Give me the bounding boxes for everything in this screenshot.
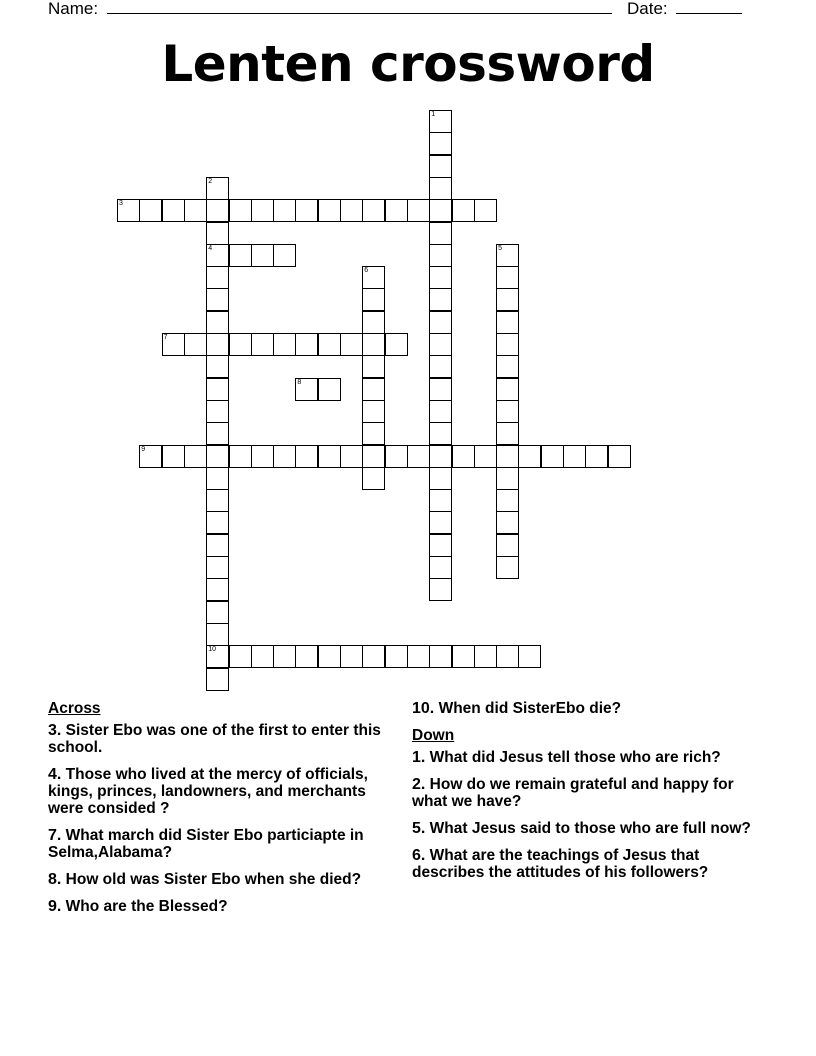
grid-cell[interactable] [429,132,452,155]
grid-cell[interactable] [229,199,252,222]
grid-cell[interactable] [206,288,229,311]
grid-cell[interactable] [206,244,229,267]
grid-cell[interactable] [429,578,452,601]
date-label: Date: [627,0,668,18]
grid-cell[interactable] [117,199,140,222]
grid-cell[interactable] [362,645,385,668]
grid-cell[interactable] [295,378,318,401]
grid-cell[interactable] [474,645,497,668]
grid-cell[interactable] [407,199,430,222]
grid-cell[interactable] [362,333,385,356]
grid-cell[interactable] [474,199,497,222]
name-label: Name: [48,0,99,18]
clue-across-10: 10. When did SisterEbo die? [412,700,622,717]
clue-across-7: 7. What march did Sister Ebo particiapte in Selma,Alabama? [48,827,364,861]
grid-cell[interactable] [206,422,229,445]
grid-cell[interactable] [429,244,452,267]
grid-cell[interactable] [206,355,229,378]
grid-cell[interactable] [206,578,229,601]
clue-number: 9 [141,445,146,453]
grid-cell[interactable] [295,445,318,468]
grid-cell[interactable] [429,199,452,222]
grid-cell[interactable] [206,534,229,557]
grid-cell[interactable] [429,378,452,401]
grid-cell[interactable] [429,311,452,334]
grid-cell[interactable] [229,244,252,267]
grid-cell[interactable] [585,445,608,468]
grid-cell[interactable] [518,645,541,668]
clue-number: 6 [364,267,369,275]
grid-cell[interactable] [206,445,229,468]
grid-cell[interactable] [318,378,341,401]
grid-cell[interactable] [362,266,385,289]
grid-cell[interactable] [429,467,452,490]
grid-cell[interactable] [496,422,519,445]
grid-cell[interactable] [139,445,162,468]
grid-cell[interactable] [429,177,452,200]
grid-cell[interactable] [385,199,408,222]
grid-cell[interactable] [273,199,296,222]
grid-cell[interactable] [206,623,229,646]
grid-cell[interactable] [318,333,341,356]
grid-cell[interactable] [496,489,519,512]
grid-cell[interactable] [518,445,541,468]
grid-cell[interactable] [206,222,229,245]
grid-cell[interactable] [496,400,519,423]
grid-cell[interactable] [162,333,185,356]
grid-cell[interactable] [229,645,252,668]
grid-cell[interactable] [407,445,430,468]
clue-number: 5 [498,244,502,252]
grid-cell[interactable] [496,333,519,356]
grid-cell[interactable] [206,489,229,512]
grid-cell[interactable] [474,445,497,468]
grid-cell[interactable] [184,199,207,222]
page-title: Lenten crossword [161,35,655,93]
grid-cell[interactable] [273,244,296,267]
grid-cell[interactable] [206,467,229,490]
grid-cell[interactable] [251,333,274,356]
grid-cell[interactable] [362,467,385,490]
clue-down-1: 1. What did Jesus tell those who are rich? [412,749,721,766]
grid-cell[interactable] [362,311,385,334]
grid-cell[interactable] [362,378,385,401]
grid-cell[interactable] [206,311,229,334]
grid-cell[interactable] [496,556,519,579]
grid-cell[interactable] [496,511,519,534]
grid-cell[interactable] [496,266,519,289]
clue-number: 3 [119,200,123,208]
clue-number: 7 [163,334,168,341]
grid-cell[interactable] [362,400,385,423]
grid-cell[interactable] [251,244,274,267]
grid-cell[interactable] [429,445,452,468]
grid-cell[interactable] [162,445,185,468]
grid-cell[interactable] [206,668,229,691]
grid-cell[interactable] [541,445,564,468]
grid-cell[interactable] [229,333,252,356]
grid-cell[interactable] [251,199,274,222]
grid-cell[interactable] [429,355,452,378]
grid-cell[interactable] [429,489,452,512]
grid-cell[interactable] [273,333,296,356]
clue-number: 2 [208,177,213,185]
grid-cell[interactable] [362,422,385,445]
clue-number: 4 [208,244,213,252]
grid-cell[interactable] [385,445,408,468]
clue-down-2: 2. How do we remain grateful and happy for what we have? [412,776,734,810]
grid-cell[interactable] [496,534,519,557]
grid-cell[interactable] [563,445,586,468]
grid-cell[interactable] [362,288,385,311]
grid-cell[interactable] [452,645,475,668]
grid-cell[interactable] [340,445,363,468]
grid-cell[interactable] [251,645,274,668]
grid-cell[interactable] [206,645,229,668]
clue-across-4: 4. Those who lived at the mercy of officials, kings, princes, landowners, and merchants were consided ? [48,766,368,817]
grid-cell[interactable] [229,445,252,468]
grid-cell[interactable] [429,422,452,445]
grid-cell[interactable] [184,445,207,468]
grid-cell[interactable] [429,266,452,289]
grid-cell[interactable] [295,645,318,668]
grid-cell[interactable] [162,199,185,222]
grid-cell[interactable] [496,244,519,267]
clue-down-6: 6. What are the teachings of Jesus that describes the attitudes of his followers? [412,847,709,881]
grid-cell[interactable] [496,288,519,311]
grid-cell[interactable] [429,511,452,534]
grid-cell[interactable] [362,199,385,222]
grid-cell[interactable] [452,445,475,468]
grid-cell[interactable] [206,556,229,579]
clue-across-3: 3. Sister Ebo was one of the first to enter this school. [48,722,381,756]
clue-number: 10 [208,646,216,654]
grid-cell[interactable] [273,645,296,668]
grid-cell[interactable] [452,199,475,222]
grid-cell[interactable] [429,645,452,668]
grid-cell[interactable] [496,645,519,668]
clues-right-column [412,700,762,891]
clue-number: 1 [431,111,436,118]
grid-cell[interactable] [206,199,229,222]
grid-cell[interactable] [273,445,296,468]
grid-cell[interactable] [496,355,519,378]
grid-cell[interactable] [407,645,430,668]
clue-across-8: 8. How old was Sister Ebo when she died? [48,871,362,888]
grid-cell[interactable] [429,110,452,133]
across-heading: Across [48,700,101,717]
grid-cell[interactable] [139,199,162,222]
grid-cell[interactable] [295,199,318,222]
grid-cell[interactable] [429,534,452,557]
grid-cell[interactable] [318,199,341,222]
grid-cell[interactable] [206,511,229,534]
grid-cell[interactable] [318,445,341,468]
grid-cell[interactable] [362,355,385,378]
grid-cell[interactable] [496,467,519,490]
grid-cell[interactable] [429,222,452,245]
grid-cell[interactable] [385,645,408,668]
clue-number: 8 [297,378,302,386]
grid-cell[interactable] [429,556,452,579]
clue-across-9: 9. Who are the Blessed? [48,898,228,915]
grid-cell[interactable] [184,333,207,356]
grid-cell[interactable] [429,333,452,356]
grid-cell[interactable] [340,333,363,356]
down-heading: Down [412,727,455,744]
grid-cell[interactable] [496,378,519,401]
grid-cell[interactable] [206,266,229,289]
grid-cell[interactable] [496,311,519,334]
grid-cell[interactable] [429,155,452,178]
grid-cell[interactable] [206,333,229,356]
grid-cell[interactable] [206,177,229,200]
grid-cell[interactable] [318,645,341,668]
grid-cell[interactable] [496,445,519,468]
grid-cell[interactable] [429,400,452,423]
grid-cell[interactable] [429,288,452,311]
grid-cell[interactable] [362,445,385,468]
grid-cell[interactable] [295,333,318,356]
clue-down-5: 5. What Jesus said to those who are full now? [412,820,751,837]
grid-cell[interactable] [340,645,363,668]
grid-cell[interactable] [340,199,363,222]
grid-cell[interactable] [206,378,229,401]
grid-cell[interactable] [206,400,229,423]
grid-cell[interactable] [608,445,631,468]
clues-left-column [48,700,403,925]
grid-cell[interactable] [206,601,229,624]
grid-cell[interactable] [251,445,274,468]
grid-cell[interactable] [385,333,408,356]
